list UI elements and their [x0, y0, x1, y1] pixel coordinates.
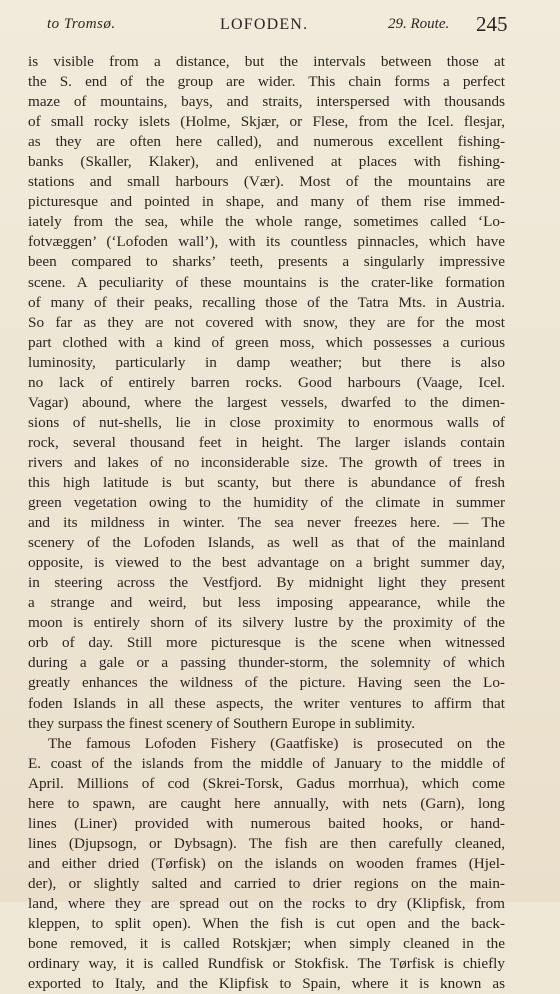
text-line: is visible from a distance, but the intervals between those at	[28, 53, 505, 70]
text-line: land, where they are spread out on the rocks to dry (Klipfisk, from	[28, 894, 505, 912]
text-line: green vegetation owing to the humidity of the climate in summer	[28, 494, 505, 512]
text-line: stations and small harbours (Vær). Most of the mountains are	[28, 173, 505, 191]
text-line: kleppen, to split open). When the fish is cut open and the back-	[28, 915, 505, 933]
running-head-route: 29. Route.	[388, 16, 450, 32]
text-line: orb of day. Still more picturesque is the scene when witnessed	[28, 634, 505, 652]
text-line: ordinary way, it is called Rundfisk or Stokfisk. The Tørfisk is chiefly	[28, 955, 505, 973]
text-line: moon is entirely shorn of its silvery lustre by the proximity of the	[28, 614, 505, 632]
text-line: foden Islands in all these aspects, the writer ventures to affirm that	[28, 694, 505, 712]
text-line: during a gale or a passing thunder-storm, the solemnity of which	[28, 654, 505, 672]
text-line: the S. end of the group are wider. This chain forms a perfect	[28, 73, 505, 91]
text-line: Vagar) abound, where the largest vessels, dwarfed to the dimen-	[28, 393, 505, 411]
text-line: rock, several thousand feet in height. The larger islands contain	[28, 433, 505, 451]
text-line: here to spawn, are caught here annually, with nets (Garn), long	[28, 794, 505, 812]
text-line: lines (Djupsogn, or Dybsagn). The fish are then carefully cleaned,	[28, 834, 505, 852]
text-line: maze of mountains, bays, and straits, interspersed with thousands	[28, 93, 505, 111]
running-head-title: LOFODEN.	[220, 16, 309, 33]
text-line: banks (Skaller, Klaker), and enlivened at places with fishing-	[28, 153, 505, 171]
text-line: a strange and weird, but less imposing appearance, while the	[28, 594, 505, 612]
text-line: as they are often here called), and numerous excellent fishing-	[28, 133, 505, 151]
text-line: in steering across the Vestfjord. By midnight light they present	[28, 574, 505, 592]
text-line: greatly enhances the wildness of the picture. Having seen the Lo-	[28, 674, 505, 692]
running-head-left: to Tromsø.	[47, 16, 116, 32]
text-line: sions of nut-shells, lie in close proximity to enormous walls of	[28, 413, 505, 431]
text-line: and either dried (Tørfisk) on the islands on wooden frames (Hjel-	[28, 854, 505, 872]
text-line: they surpass the finest scenery of Southern Europe in sublimity.	[28, 714, 416, 732]
text-line: scene. A peculiarity of these mountains is the crater-like formation	[28, 273, 505, 291]
text-line: exported to Italy, and the Klipfisk to Spain, where it is known as	[28, 975, 505, 993]
text-line: luminosity, particularly in damp weather; but there is also	[28, 353, 505, 371]
text-line: no lack of entirely barren rocks. Good harbours (Vaage, Icel.	[28, 373, 505, 391]
text-line: bone removed, it is called Rotskjær; when simply cleaned in the	[28, 935, 505, 953]
text-line: picturesque and pointed in shape, and many of them rise immed-	[28, 193, 505, 211]
text-line: this high latitude is but scanty, but there is abundance of fresh	[28, 473, 505, 491]
text-line: scenery of the Lofoden Islands, as well as that of the mainland	[28, 534, 505, 552]
text-line: So far as they are not covered with snow, they are for the most	[28, 313, 505, 331]
text-line: iately from the sea, while the whole range, sometimes called ‘Lo-	[28, 213, 505, 231]
text-line: der), or slightly salted and carried to drier regions on the main-	[28, 874, 505, 892]
text-line: and its mildness in winter. The sea never freezes here. — The	[28, 514, 505, 532]
text-line: April. Millions of cod (Skrei-Torsk, Gadus morrhua), which come	[28, 774, 505, 792]
text-line: fotvæggen’ (‘Lofoden wall’), with its countless pinnacles, which have	[28, 233, 505, 251]
text-line: lines (Liner) provided with numerous baited hooks, or hand-	[28, 814, 505, 832]
text-line: E. coast of the islands from the middle of January to the middle of	[28, 754, 505, 772]
running-head	[0, 14, 560, 38]
text-line: The famous Lofoden Fishery (Gaatfiske) is prosecuted on the	[48, 734, 505, 752]
text-line: rivers and lakes of no inconsiderable size. The growth of trees in	[28, 453, 505, 471]
text-line: opposite, is viewed to the best advantage on a bright summer day,	[28, 554, 505, 572]
text-line: of small rocky islets (Holme, Skjær, or Flese, from the Icel. flesjar,	[28, 113, 505, 131]
page-number: 245	[476, 12, 508, 36]
body-text	[28, 52, 505, 994]
text-line: been compared to sharks’ teeth, presents a singularly impressive	[28, 253, 505, 271]
text-line: part clothed with a kind of green moss, which possesses a curious	[28, 333, 505, 351]
text-line: of many of their peaks, recalling those of the Tatra Mts. in Austria.	[28, 293, 505, 311]
